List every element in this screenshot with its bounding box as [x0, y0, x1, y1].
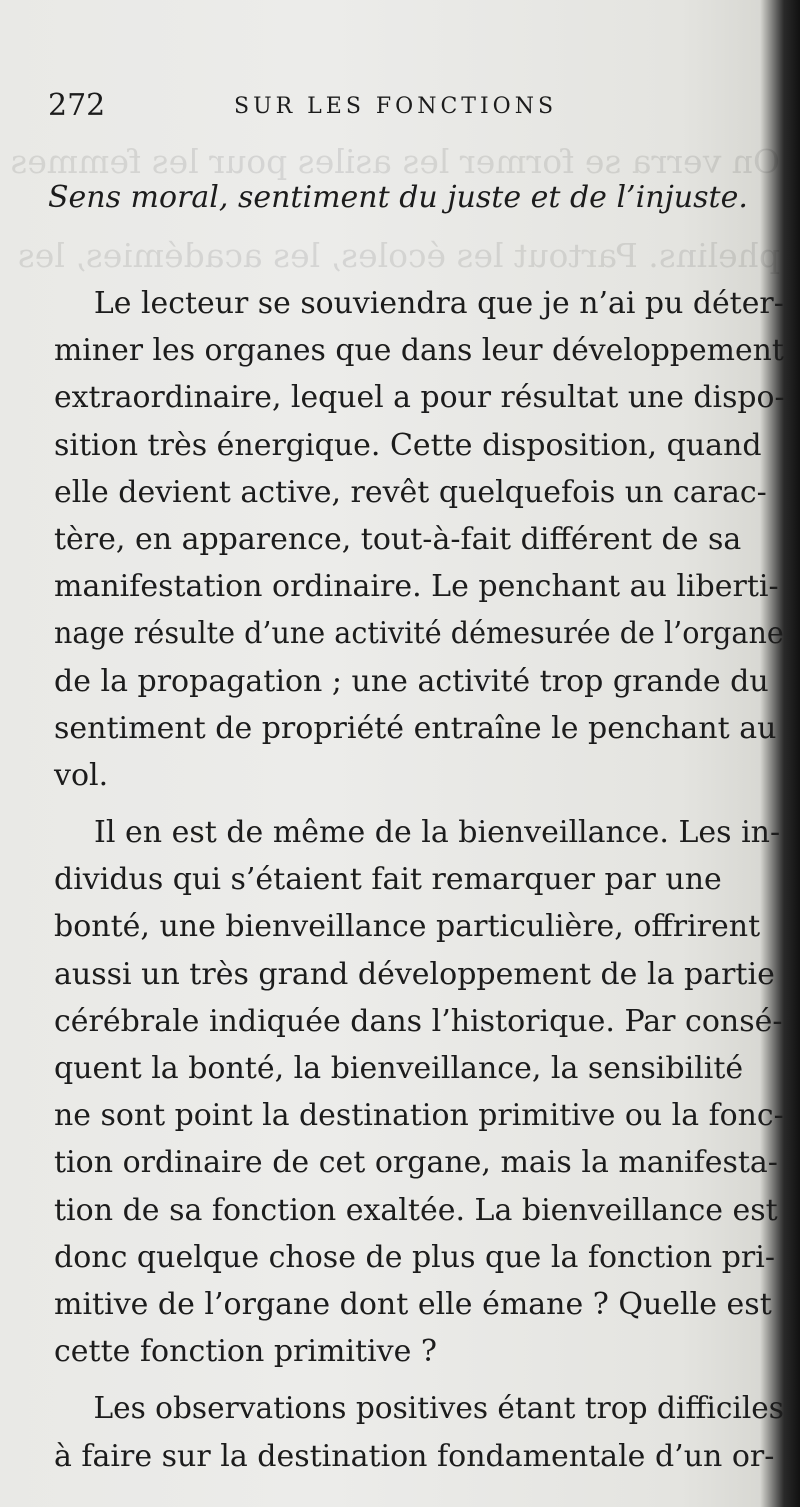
text-line: quent la bonté, la bienveillance, la sensibilité [54, 1051, 744, 1086]
text-line: aussi un très grand développement de la partie [54, 956, 775, 992]
text-line: à faire sur la destination fondamentale d’un or- [54, 1438, 775, 1474]
text-line: donc quelque chose de plus que la fonction pri- [54, 1239, 775, 1275]
text-line: nage résulte d’une activité démesurée de l’organe [54, 616, 784, 652]
text-line: ne sont point la destination primitive ou la fonc- [54, 1098, 784, 1134]
text-line: tère, en apparence, tout-à-fait différent de sa [54, 521, 742, 557]
text-line: sentiment de propriété entraîne le penchant au [54, 710, 777, 746]
text-line: dividus qui s’étaient fait remarquer par une [54, 862, 722, 898]
paragraph-2 [54, 809, 784, 1375]
section-title: Sens moral, sentiment du juste et de l’injuste. [48, 180, 748, 215]
text-line: vol. [54, 757, 109, 793]
running-title: SUR LES FONCTIONS [234, 94, 558, 119]
text-line: sition très énergique. Cette disposition, quand [54, 427, 762, 463]
page-number: 272 [48, 88, 106, 123]
text-line: mitive de l’organe dont elle émane ? Quelle est [54, 1286, 772, 1322]
text-line: Il en est de même de la bienveillance. Les in- [94, 815, 781, 851]
paragraph-1 [54, 280, 784, 799]
text-line: cérébrale indiquée dans l’historique. Par consé- [54, 1003, 783, 1039]
text-line: manifestation ordinaire. Le penchant au liberti- [54, 569, 779, 605]
body-text [54, 280, 784, 1480]
text-line: Les observations positives étant trop difficiles [93, 1391, 784, 1427]
text-line: cette fonction primitive ? [54, 1334, 437, 1370]
text-line: de la propagation ; une activité trop grande du [54, 663, 769, 699]
paragraph-3 [54, 1385, 784, 1479]
bleed-through-text: On verra se former les asiles pour les femmes phelins. Partout les écoles, les académies, les [10, 142, 780, 275]
text-line: tion ordinaire de cet organe, mais la manifesta- [54, 1145, 778, 1181]
text-line: tion de sa fonction exaltée. La bienveillance est [54, 1192, 778, 1228]
text-line: miner les organes que dans leur développement [54, 333, 784, 369]
text-line: bonté, une bienveillance particulière, offrirent [54, 909, 761, 945]
text-line: elle devient active, revêt quelquefois un carac- [54, 474, 767, 510]
text-line: Le lecteur se souviendra que je n’ai pu déter- [93, 286, 784, 321]
text-line: extraordinaire, lequel a pour résultat une dispo- [54, 380, 785, 416]
page-header [48, 88, 768, 128]
